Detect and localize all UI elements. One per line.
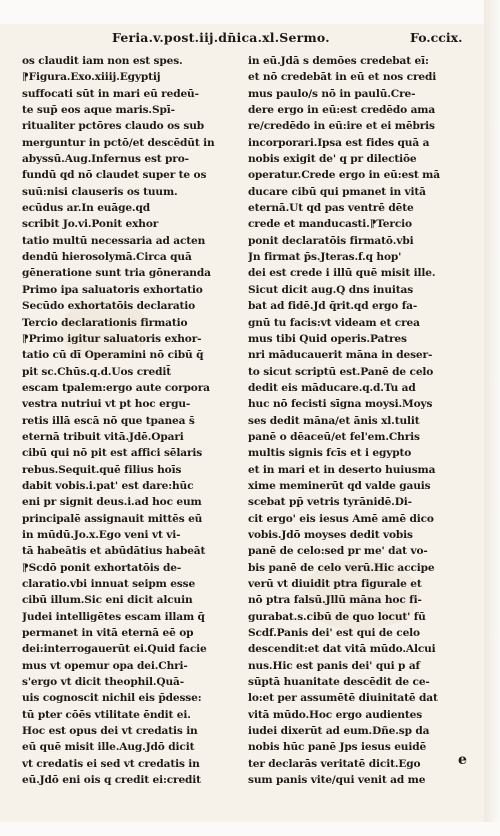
text-line: incorporari.Ipsa est fides quā a bbox=[248, 136, 430, 149]
text-line: ⁋Primo igitur saluatoris exhor- bbox=[22, 332, 202, 345]
text-line: descendit:et dat vitā mūdo.Alcui bbox=[248, 643, 436, 656]
text-line: Jn firmat p̄s.Jteras.f.q hop' bbox=[248, 251, 402, 264]
text-line: vestra nutriui vt pt hoc ergu- bbox=[22, 398, 191, 411]
text-line: te sup̄ eos aque maris.Spī- bbox=[22, 104, 175, 117]
text-line: ter declarās veritatē dicit.Ego bbox=[248, 757, 421, 770]
text-line: gēneratione sunt tria gōneranda bbox=[22, 267, 211, 280]
page-bottom-margin bbox=[0, 822, 500, 836]
text-line: merguntur in pctō/et descēdūt in bbox=[22, 136, 215, 149]
text-line: tatio cū dī Operamini nō cibū q̄ bbox=[22, 349, 204, 362]
text-line: cibū qui nō pit est affici sēlaris bbox=[22, 447, 203, 460]
left-text-column bbox=[22, 53, 236, 788]
text-line: panē o dēaceū/et fel'em.Chris bbox=[248, 430, 420, 443]
text-line: dei est crede i illū quē misit ille. bbox=[248, 267, 436, 280]
text-line: mus tibi Quid operis.Patres bbox=[248, 332, 407, 345]
text-line: gurabat.s.cibū de quo locut' fū bbox=[248, 610, 426, 623]
text-line: dendū hierosolymā.Circa quā bbox=[22, 251, 192, 264]
text-line: retis illā escā nō que tpanea s̄ bbox=[22, 414, 195, 427]
text-line: Hoc est opus dei vt credatis in bbox=[22, 725, 198, 738]
text-line: escam tpalem:ergo aute corpora bbox=[22, 381, 210, 394]
text-line: iudei dixerūt ad eum.Dñe.sp da bbox=[248, 725, 430, 738]
text-line: dedit eis māducare.q.d.Tu ad bbox=[248, 381, 416, 394]
text-line: Scdf.Panis dei' est qui de celo bbox=[248, 627, 420, 640]
text-line: ponit declaratōis firmatō.vbi bbox=[248, 234, 414, 247]
text-line: Primo ipa saluatoris exhortatio bbox=[22, 283, 203, 296]
text-line: verū vt diuidit ptra figurale et bbox=[248, 578, 422, 590]
text-line: vobis.Jdō moyses dedit vobis bbox=[248, 528, 413, 541]
text-line: to sicut scriptū est.Panē de celo bbox=[248, 365, 434, 378]
text-line: panē de celo:sed pr me' dat vo- bbox=[248, 545, 428, 558]
text-line: claratio.vbi innuat seipm esse bbox=[22, 578, 196, 590]
catchword: e bbox=[458, 752, 467, 768]
text-line: principalē assignauit mittēs eū bbox=[22, 512, 203, 525]
text-line: Secūdo exhortatōis declaratio bbox=[22, 300, 196, 313]
text-line: dere ergo in eū:est credēdo ama bbox=[248, 104, 436, 117]
text-line: mus paulo/s nō in paulū.Cre- bbox=[248, 87, 416, 100]
text-line: uis cognoscit nichil eis p̄desse: bbox=[22, 692, 202, 705]
text-line: ⁋Scdō ponit exhortatōis de- bbox=[22, 561, 182, 574]
text-line: nri māducauerit māna in deser- bbox=[248, 349, 433, 362]
text-line: huc nō fecisti sīgna moysi.Moys bbox=[248, 398, 433, 411]
text-line: Sicut dicit aug.Q dns inuitas bbox=[248, 283, 414, 296]
text-line: os claudit iam non est spes. bbox=[22, 55, 183, 67]
text-line: et nō credebāt in eū et nos credi bbox=[248, 71, 437, 84]
right-text-column bbox=[248, 53, 480, 788]
text-line: fundū qd nō claudet super te os bbox=[22, 169, 207, 182]
text-line: vt credatis ei sed vt credatis in bbox=[22, 757, 200, 770]
text-line: crede et manducasti.⁋Tercio bbox=[248, 218, 412, 231]
text-line: eternā tribuit vitā.Jdē.Opari bbox=[22, 430, 184, 443]
running-head: Feria.v.post.iij.dn̄ica.xl.Sermo. bbox=[112, 30, 330, 45]
text-line: nobis exigit de' q pr dilectiōe bbox=[248, 153, 417, 166]
text-line: ducare cibū qui pmanet in vitā bbox=[248, 185, 426, 198]
text-line: tatio multū necessaria ad acten bbox=[22, 234, 206, 247]
text-line: et in mari et in deserto huiusma bbox=[248, 463, 436, 476]
text-line: xime meminerūt qd valde gauis bbox=[248, 479, 431, 492]
text-line: ritualiter pctōres claudo os sub bbox=[22, 120, 205, 133]
text-line: eū quē misit ille.Aug.Jdō dicit bbox=[22, 741, 195, 754]
text-line: rebus.Sequit.quē filius hoīs bbox=[22, 463, 182, 476]
text-line: abyssū.Aug.Infernus est pro- bbox=[22, 153, 189, 166]
text-line: multis signis fcīs et i egypto bbox=[248, 447, 412, 460]
text-line: lo:et per assumētē diuinitatē dat bbox=[248, 692, 438, 705]
text-line: mus vt opemur opa dei.Chri- bbox=[22, 659, 188, 672]
text-line: vitā mūdo.Hoc ergo audientes bbox=[248, 708, 423, 721]
text-line: dei:interrogauerūt ei.Quid facie bbox=[22, 643, 207, 656]
text-line: scebat pp̄ vetris tyrānidē.Di- bbox=[248, 496, 412, 509]
text-line: tū pter cōēs vtilitate ēndit ei. bbox=[22, 708, 191, 721]
text-line: nus.Hic est panis dei' qui p af bbox=[248, 659, 420, 672]
text-line: bat ad fidē.Jd q̄rit.qd ergo fa- bbox=[248, 300, 418, 313]
text-line: Tercio declarationis firmatio bbox=[22, 316, 188, 329]
text-line: dabit vobis.i.pat' est dare:hūc bbox=[22, 479, 194, 492]
page-gutter-shadow bbox=[484, 0, 500, 836]
text-line: eternā.Ut qd pas ventrē dēte bbox=[248, 202, 414, 215]
text-line: ses dedit māna/et ānis xl.tulit bbox=[248, 414, 420, 427]
text-line: bis panē de celo verū.Hic accipe bbox=[248, 561, 435, 574]
text-line: nō ptra falsū.Jllū māna hoc fi- bbox=[248, 594, 422, 607]
text-line: nobis hūc panē Jps iesus euidē bbox=[248, 741, 427, 754]
text-line: s'ergo vt dicit theophil.Quā- bbox=[22, 676, 185, 689]
text-line: sum panis vite/qui venit ad me bbox=[248, 774, 426, 787]
text-line: in eū.Jdā s demōes credebat eī: bbox=[248, 55, 429, 67]
text-line: eū.Jdō eni ois q credit ei:credit bbox=[22, 774, 201, 787]
folio-number: Fo.ccix. bbox=[410, 30, 463, 45]
text-line: suū:nisi clauseris os tuum. bbox=[22, 185, 178, 198]
text-line: cibū illum.Sic eni dicit alcuin bbox=[22, 594, 193, 607]
text-line: pit sc.Chūs.q.d.Uos credit̄ bbox=[22, 365, 171, 378]
text-line: ⁋Figura.Exo.xiiij.Egyptij bbox=[22, 71, 161, 84]
text-line: suffocati sūt in mari eū redeū- bbox=[22, 87, 199, 100]
text-line: Judei intelligētes escam illam q̄ bbox=[22, 610, 205, 623]
text-line: permanet in vitā eternā eē op bbox=[22, 627, 194, 640]
text-line: cit ergo' eis iesus Amē amē dico bbox=[248, 512, 434, 525]
text-line: tā habeātis et abūdātius habeāt bbox=[22, 545, 206, 558]
text-line: in mūdū.Jo.x.Ego veni vt vi- bbox=[22, 528, 181, 541]
text-line: ecūdus ar.In euāge.qd bbox=[22, 202, 150, 215]
text-line: eni pr signit deus.i.ad hoc eum bbox=[22, 496, 202, 509]
text-line: operatur.Crede ergo in eū:est mā bbox=[248, 169, 440, 182]
text-line: sūptā huanitate descēdit de ce- bbox=[248, 676, 430, 689]
text-line: re/credēdo in eū:ire et ei mēbris bbox=[248, 120, 435, 133]
page-top-margin bbox=[0, 0, 500, 24]
text-line: scribit Jo.vi.Ponit exhor bbox=[22, 218, 159, 231]
text-line: gnū tu facis:vt videam et crea bbox=[248, 316, 420, 329]
